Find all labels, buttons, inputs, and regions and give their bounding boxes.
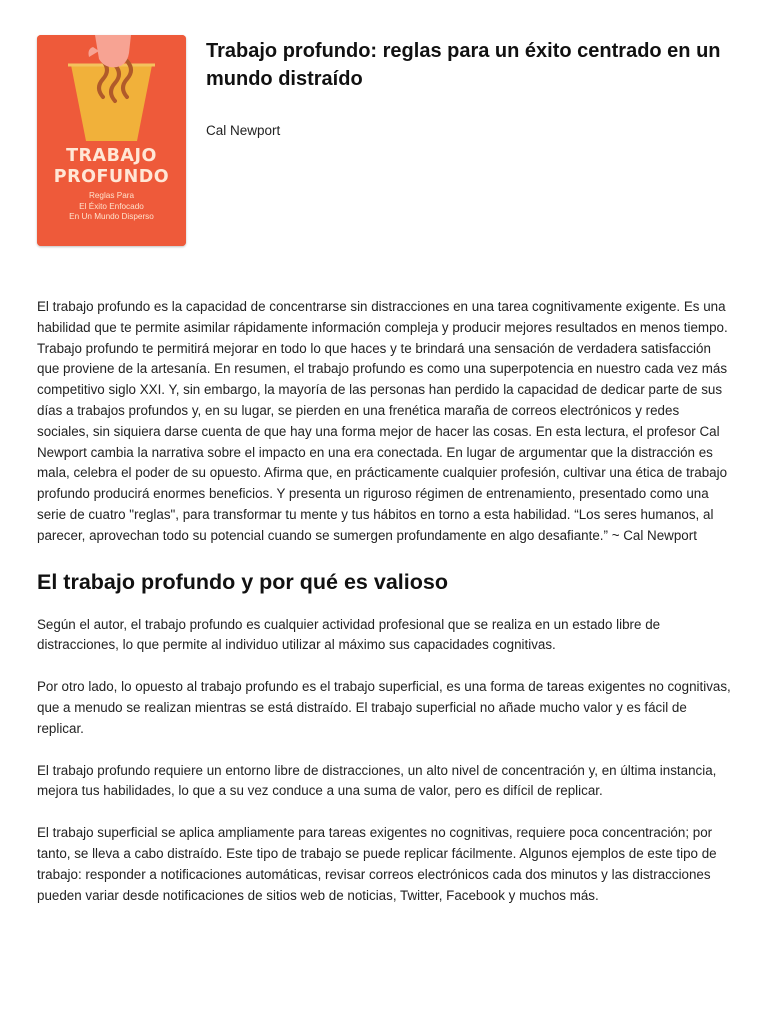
intro-paragraph: El trabajo profundo es la capacidad de concentrarse sin distracciones en una tarea cognitivamente exigente. Es una habilidad que te permite asimilar rápidamente información compleja y producir mejores resultados en menos tiempo. Trabajo profundo te permitirá mejorar en todo lo que haces y te brindará una sensación de verdadera satisfacción que proviene de la artesanía. En resumen, el trabajo profundo es como una superpotencia en nuestro cada vez más competitivo siglo XXI. Y, sin embargo, la mayoría de las personas han perdido la capacidad de dedicar parte de sus días a trabajos profundos y, en su lugar, se pierden en una frenética maraña de correos electrónicos y redes sociales, sin siquiera darse cuenta de que hay una forma mejor de hacer las cosas. En esta lectura, el profesor Cal Newport cambia la narrativa sobre el impacto en una era conectada. En lugar de argumentar que la distracción es mala, celebra el poder de su opuesto. Afirma que, en prácticamente cualquier profesión, cultivar una ética de trabajo profundo producirá enormes beneficios. Y presenta un riguroso régimen de entrenamiento, presentado como una serie de cuatro "reglas", para transformar tu mente y tus hábitos en torno a esta habilidad. “Los seres humanos, al parecer, aprovechan todo su potencial cuando se sumergen profundamente en algo desafiante.” ~ Cal Newport	[37, 299, 728, 543]
book-author[interactable]: Cal Newport	[206, 123, 281, 138]
body-paragraph: Según el autor, el trabajo profundo es cualquier actividad profesional que se realiza en un estado libre de distracciones, lo que permite al individuo utilizar al máximo sus capacidades cognitivas.	[37, 616, 661, 653]
cover-subtitle: Reglas Para El Éxito Enfocado En Un Mundo Disperso	[69, 191, 154, 221]
book-cover[interactable]	[37, 35, 186, 246]
body-paragraph: El trabajo profundo requiere un entorno libre de distracciones, un alto nivel de concentración y, en última instancia, mejora tus habilidades, lo que a su vez conduce a una suma de valor, pero es difícil de replicar.	[37, 762, 717, 799]
section-heading: El trabajo profundo y por qué es valioso	[37, 569, 448, 594]
body-paragraph: Por otro lado, lo opuesto al trabajo profundo es el trabajo superficial, es una forma de tareas exigentes no cognitivas, que a menudo se realizan mientras se está distraído. El trabajo superficial no añade mucho valor y es fácil de replicar.	[37, 679, 731, 736]
body-paragraph: El trabajo superficial se aplica ampliamente para tareas exigentes no cognitivas, requiere poca concentración; por tanto, se lleva a cabo distraído. Este tipo de trabajo se puede replicar fácilmente. Algunos ejemplos de este tipo de trabajo: responder a notificaciones automáticas, revisar correos electrónicos cada dos minutos y las distracciones pueden variar desde notificaciones de sitios web de noticias, Twitter, Facebook y muchos más.	[37, 825, 717, 903]
book-title: Trabajo profundo: reglas para un éxito centrado en un mundo distraído	[206, 40, 721, 90]
cover-title: TRABAJO PROFUNDO	[53, 146, 170, 187]
summary-content	[37, 297, 732, 927]
